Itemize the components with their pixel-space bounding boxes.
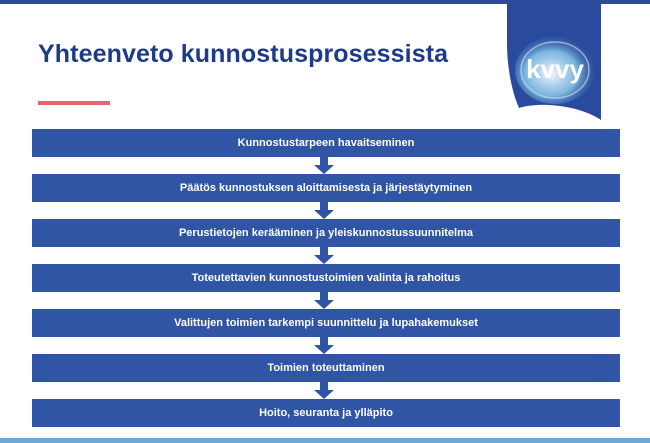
arrow-down-icon (314, 382, 334, 399)
step-label: Toimien toteuttaminen (267, 362, 385, 374)
step-label: Kunnostustarpeen havaitseminen (237, 137, 415, 149)
step-label: Perustietojen kerääminen ja yleiskunnostussuunnitelma (178, 227, 474, 239)
process-step-7 (32, 399, 620, 427)
arrow-down-icon (314, 337, 334, 354)
kvvy-logo (507, 4, 601, 120)
step-label: Hoito, seuranta ja ylläpito (259, 407, 393, 419)
step-label: Toteutettavien kunnostustoimien valinta ja rahoitus (191, 272, 461, 284)
arrow-down-icon (314, 202, 334, 219)
logo-text: kvvy (526, 54, 584, 84)
bottom-border (0, 438, 650, 443)
arrow-down-icon (314, 247, 334, 264)
process-step-3 (32, 219, 620, 247)
process-step-5 (32, 309, 620, 337)
process-step-6 (32, 354, 620, 382)
step-label: Valittujen toimien tarkempi suunnittelu ja lupahakemukset (174, 317, 478, 329)
arrow-down-icon (314, 157, 334, 174)
process-step-1 (32, 129, 620, 157)
process-step-4 (32, 264, 620, 292)
title-accent-line (38, 101, 110, 105)
arrow-down-icon (314, 292, 334, 309)
slide-title: Yhteenveto kunnostusprosessista (38, 40, 449, 68)
process-step-2 (32, 174, 620, 202)
step-label: Päätös kunnostuksen aloittamisesta ja järjestäytyminen (179, 182, 473, 194)
